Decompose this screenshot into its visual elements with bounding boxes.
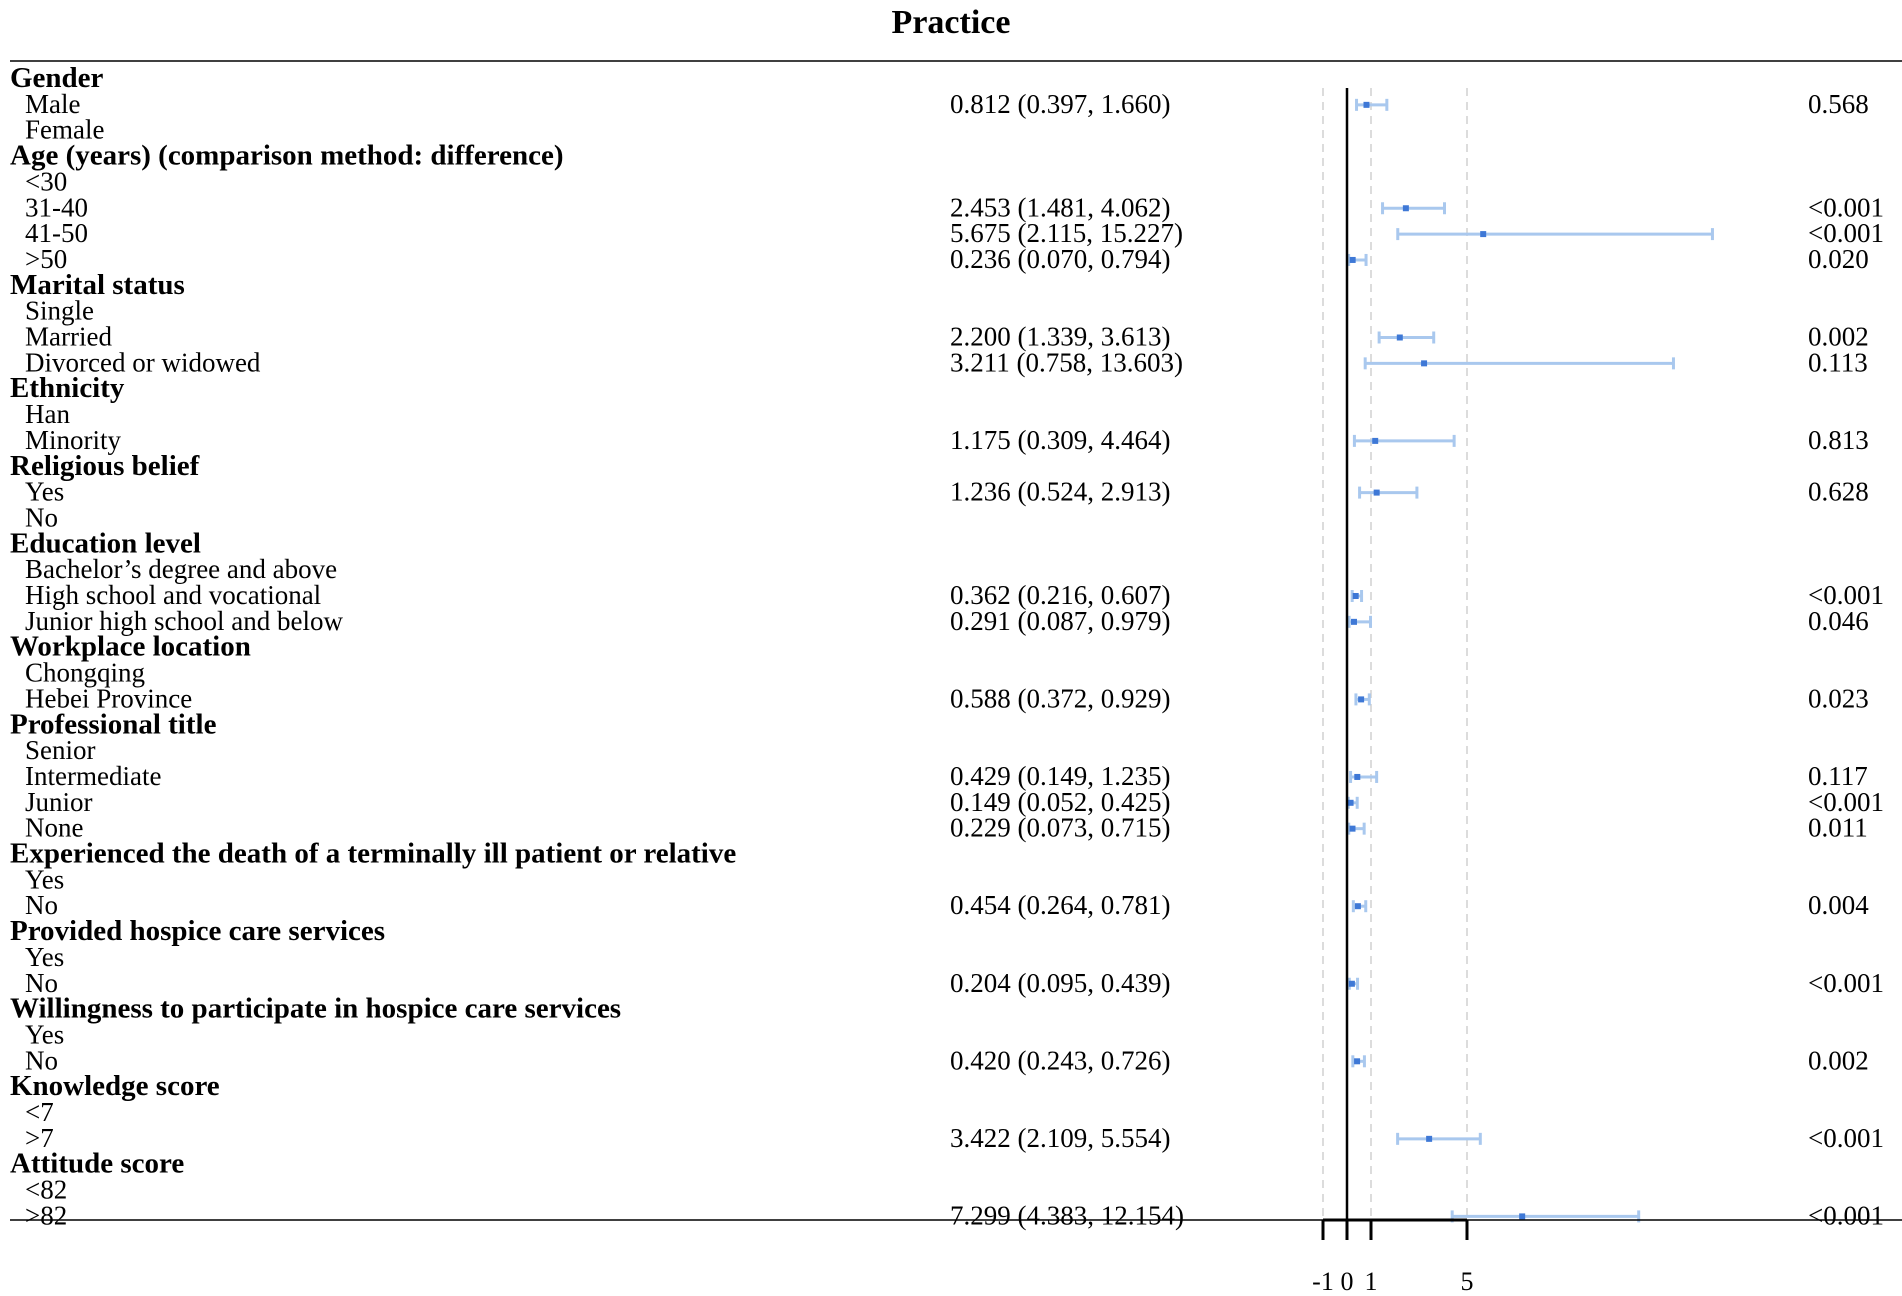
row-label: Junior <box>25 786 93 817</box>
row-label: Hebei Province <box>25 683 193 714</box>
group-header-row <box>10 838 736 870</box>
p-value-text: <0.001 <box>1808 1122 1884 1153</box>
group-label: Age (years) (comparison method: difference) <box>10 139 564 172</box>
group-label: Workplace location <box>10 630 251 663</box>
point-estimate <box>1349 826 1355 832</box>
group-label: Attitude score <box>10 1147 185 1180</box>
row-label: No <box>25 502 58 533</box>
group-label: Experienced the death of a terminally ill patient or relative <box>10 837 737 870</box>
p-value-text: 0.002 <box>1808 1045 1869 1076</box>
row-label: Yes <box>25 1019 65 1050</box>
p-value-text: 0.046 <box>1808 605 1869 636</box>
point-estimate <box>1358 696 1364 702</box>
group-label: Provided hospice care services <box>10 915 386 948</box>
group-label: Knowledge score <box>10 1070 220 1103</box>
row-label: Han <box>25 399 70 430</box>
group-header-row <box>10 140 564 172</box>
table-row <box>25 683 1869 713</box>
point-estimate <box>1363 102 1369 108</box>
table-rows <box>10 62 1884 1230</box>
row-label: >82 <box>25 1200 68 1231</box>
row-label: Intermediate <box>25 760 162 791</box>
table-row <box>25 322 1869 352</box>
x-axis <box>1312 1220 1473 1296</box>
estimate-ci-text: 0.204 (0.095, 0.439) <box>950 967 1171 998</box>
point-estimate <box>1403 205 1409 211</box>
point-estimate <box>1354 1058 1360 1064</box>
row-label: None <box>25 812 84 843</box>
estimate-ci-text: 0.362 (0.216, 0.607) <box>950 580 1171 610</box>
p-value-text: <0.001 <box>1808 1200 1884 1231</box>
estimate-ci-text: 5.675 (2.115, 15.227) <box>950 218 1183 249</box>
point-estimate <box>1350 257 1356 263</box>
tick-label: -1 <box>1312 1267 1334 1296</box>
p-value-text: 0.023 <box>1808 683 1869 714</box>
group-header-row <box>10 993 621 1025</box>
p-value-text: 0.011 <box>1808 812 1868 843</box>
point-estimate <box>1355 903 1361 909</box>
reference-dashed-lines <box>1323 88 1467 1220</box>
point-estimate <box>1519 1213 1525 1219</box>
p-value-text: 0.020 <box>1808 243 1869 274</box>
estimate-ci-text: 0.588 (0.372, 0.929) <box>950 683 1171 714</box>
row-label: Yes <box>25 941 65 972</box>
row-label: No <box>25 1045 58 1076</box>
point-estimate <box>1374 490 1380 496</box>
group-label: Gender <box>10 62 104 94</box>
point-estimate <box>1397 335 1403 341</box>
estimate-ci-text: 2.200 (1.339, 3.613) <box>950 321 1171 352</box>
estimate-ci-text: 0.454 (0.264, 0.781) <box>950 890 1171 921</box>
p-value-text: 0.002 <box>1808 321 1869 352</box>
row-label: High school and vocational <box>25 580 322 610</box>
row-label: Minority <box>25 424 122 455</box>
point-estimate <box>1372 438 1378 444</box>
group-label: Religious belief <box>10 449 200 482</box>
row-label: Female <box>25 114 105 145</box>
p-value-text: 0.813 <box>1808 424 1869 455</box>
row-label: Yes <box>25 476 65 507</box>
row-label: Yes <box>25 864 65 895</box>
estimate-ci-text: 7.299 (4.383, 12.154) <box>950 1200 1184 1231</box>
estimate-ci-text: 0.291 (0.087, 0.979) <box>950 605 1171 636</box>
p-value-text: <0.001 <box>1808 192 1884 223</box>
row-label: >50 <box>25 243 68 274</box>
table-row <box>25 347 1868 377</box>
point-estimate <box>1421 360 1427 366</box>
row-label: <30 <box>25 166 68 197</box>
table-row <box>25 1045 1869 1075</box>
group-header-row <box>10 915 385 947</box>
estimate-ci-text: 3.422 (2.109, 5.554) <box>950 1122 1171 1153</box>
table-row <box>25 1200 1884 1230</box>
row-label: Single <box>25 295 95 326</box>
point-estimate <box>1354 774 1360 780</box>
p-value-text: <0.001 <box>1808 786 1884 817</box>
estimate-ci-text: 1.175 (0.309, 4.464) <box>950 424 1171 455</box>
table-row <box>25 606 1869 636</box>
point-estimate <box>1353 593 1359 599</box>
estimate-ci-text: 2.453 (1.481, 4.062) <box>950 192 1171 223</box>
tick-label: 5 <box>1460 1267 1474 1296</box>
row-label: Bachelor’s degree and above <box>25 554 338 585</box>
group-label: Marital status <box>10 268 185 301</box>
estimate-ci-text: 0.812 (0.397, 1.660) <box>950 88 1171 119</box>
row-label: <7 <box>25 1097 54 1127</box>
point-estimate <box>1480 231 1486 237</box>
estimate-ci-text: 3.211 (0.758, 13.603) <box>950 347 1183 378</box>
row-label: <82 <box>25 1174 68 1205</box>
p-value-text: <0.001 <box>1808 580 1884 610</box>
table-row <box>25 244 1869 274</box>
row-label: Senior <box>25 735 96 766</box>
p-value-text: 0.628 <box>1808 476 1869 507</box>
p-value-text: 0.117 <box>1808 760 1868 791</box>
row-label: No <box>25 967 58 998</box>
table-row <box>25 477 1869 507</box>
point-estimate <box>1351 619 1357 625</box>
group-label: Professional title <box>10 708 217 741</box>
row-label: 41-50 <box>25 218 88 249</box>
row-label: 31-40 <box>25 192 88 223</box>
table-row <box>25 761 1868 791</box>
estimate-ci-text: 0.429 (0.149, 1.235) <box>950 760 1171 791</box>
tick-label: 0 <box>1340 1267 1354 1296</box>
table-row <box>25 1123 1884 1153</box>
p-value-text: <0.001 <box>1808 967 1884 998</box>
point-estimate <box>1348 800 1354 806</box>
group-label: Ethnicity <box>10 372 125 405</box>
row-label: Married <box>25 321 112 352</box>
group-label: Willingness to participate in hospice care services <box>10 992 622 1025</box>
row-label: No <box>25 890 58 921</box>
p-value-text: 0.568 <box>1808 88 1869 119</box>
chart-title: Practice <box>891 4 1011 41</box>
row-label: Divorced or widowed <box>25 347 261 378</box>
group-label: Education level <box>10 527 201 560</box>
table-row <box>25 89 1869 119</box>
estimate-ci-text: 1.236 (0.524, 2.913) <box>950 476 1171 507</box>
estimate-ci-text: 0.229 (0.073, 0.715) <box>950 812 1171 843</box>
table-row <box>25 425 1869 455</box>
p-value-text: 0.113 <box>1808 347 1868 378</box>
tick-label: 1 <box>1364 1267 1378 1296</box>
point-estimate <box>1426 1136 1432 1142</box>
estimate-ci-text: 0.420 (0.243, 0.726) <box>950 1045 1171 1076</box>
row-label: >7 <box>25 1122 54 1153</box>
point-estimate <box>1349 981 1355 987</box>
estimate-ci-text: 0.236 (0.070, 0.794) <box>950 243 1171 274</box>
row-label: Chongqing <box>25 657 146 688</box>
p-value-text: 0.004 <box>1808 890 1869 921</box>
row-label: Male <box>25 88 81 119</box>
estimate-ci-text: 0.149 (0.052, 0.425) <box>950 786 1171 817</box>
p-value-text: <0.001 <box>1808 218 1884 249</box>
row-label: Junior high school and below <box>25 605 343 636</box>
